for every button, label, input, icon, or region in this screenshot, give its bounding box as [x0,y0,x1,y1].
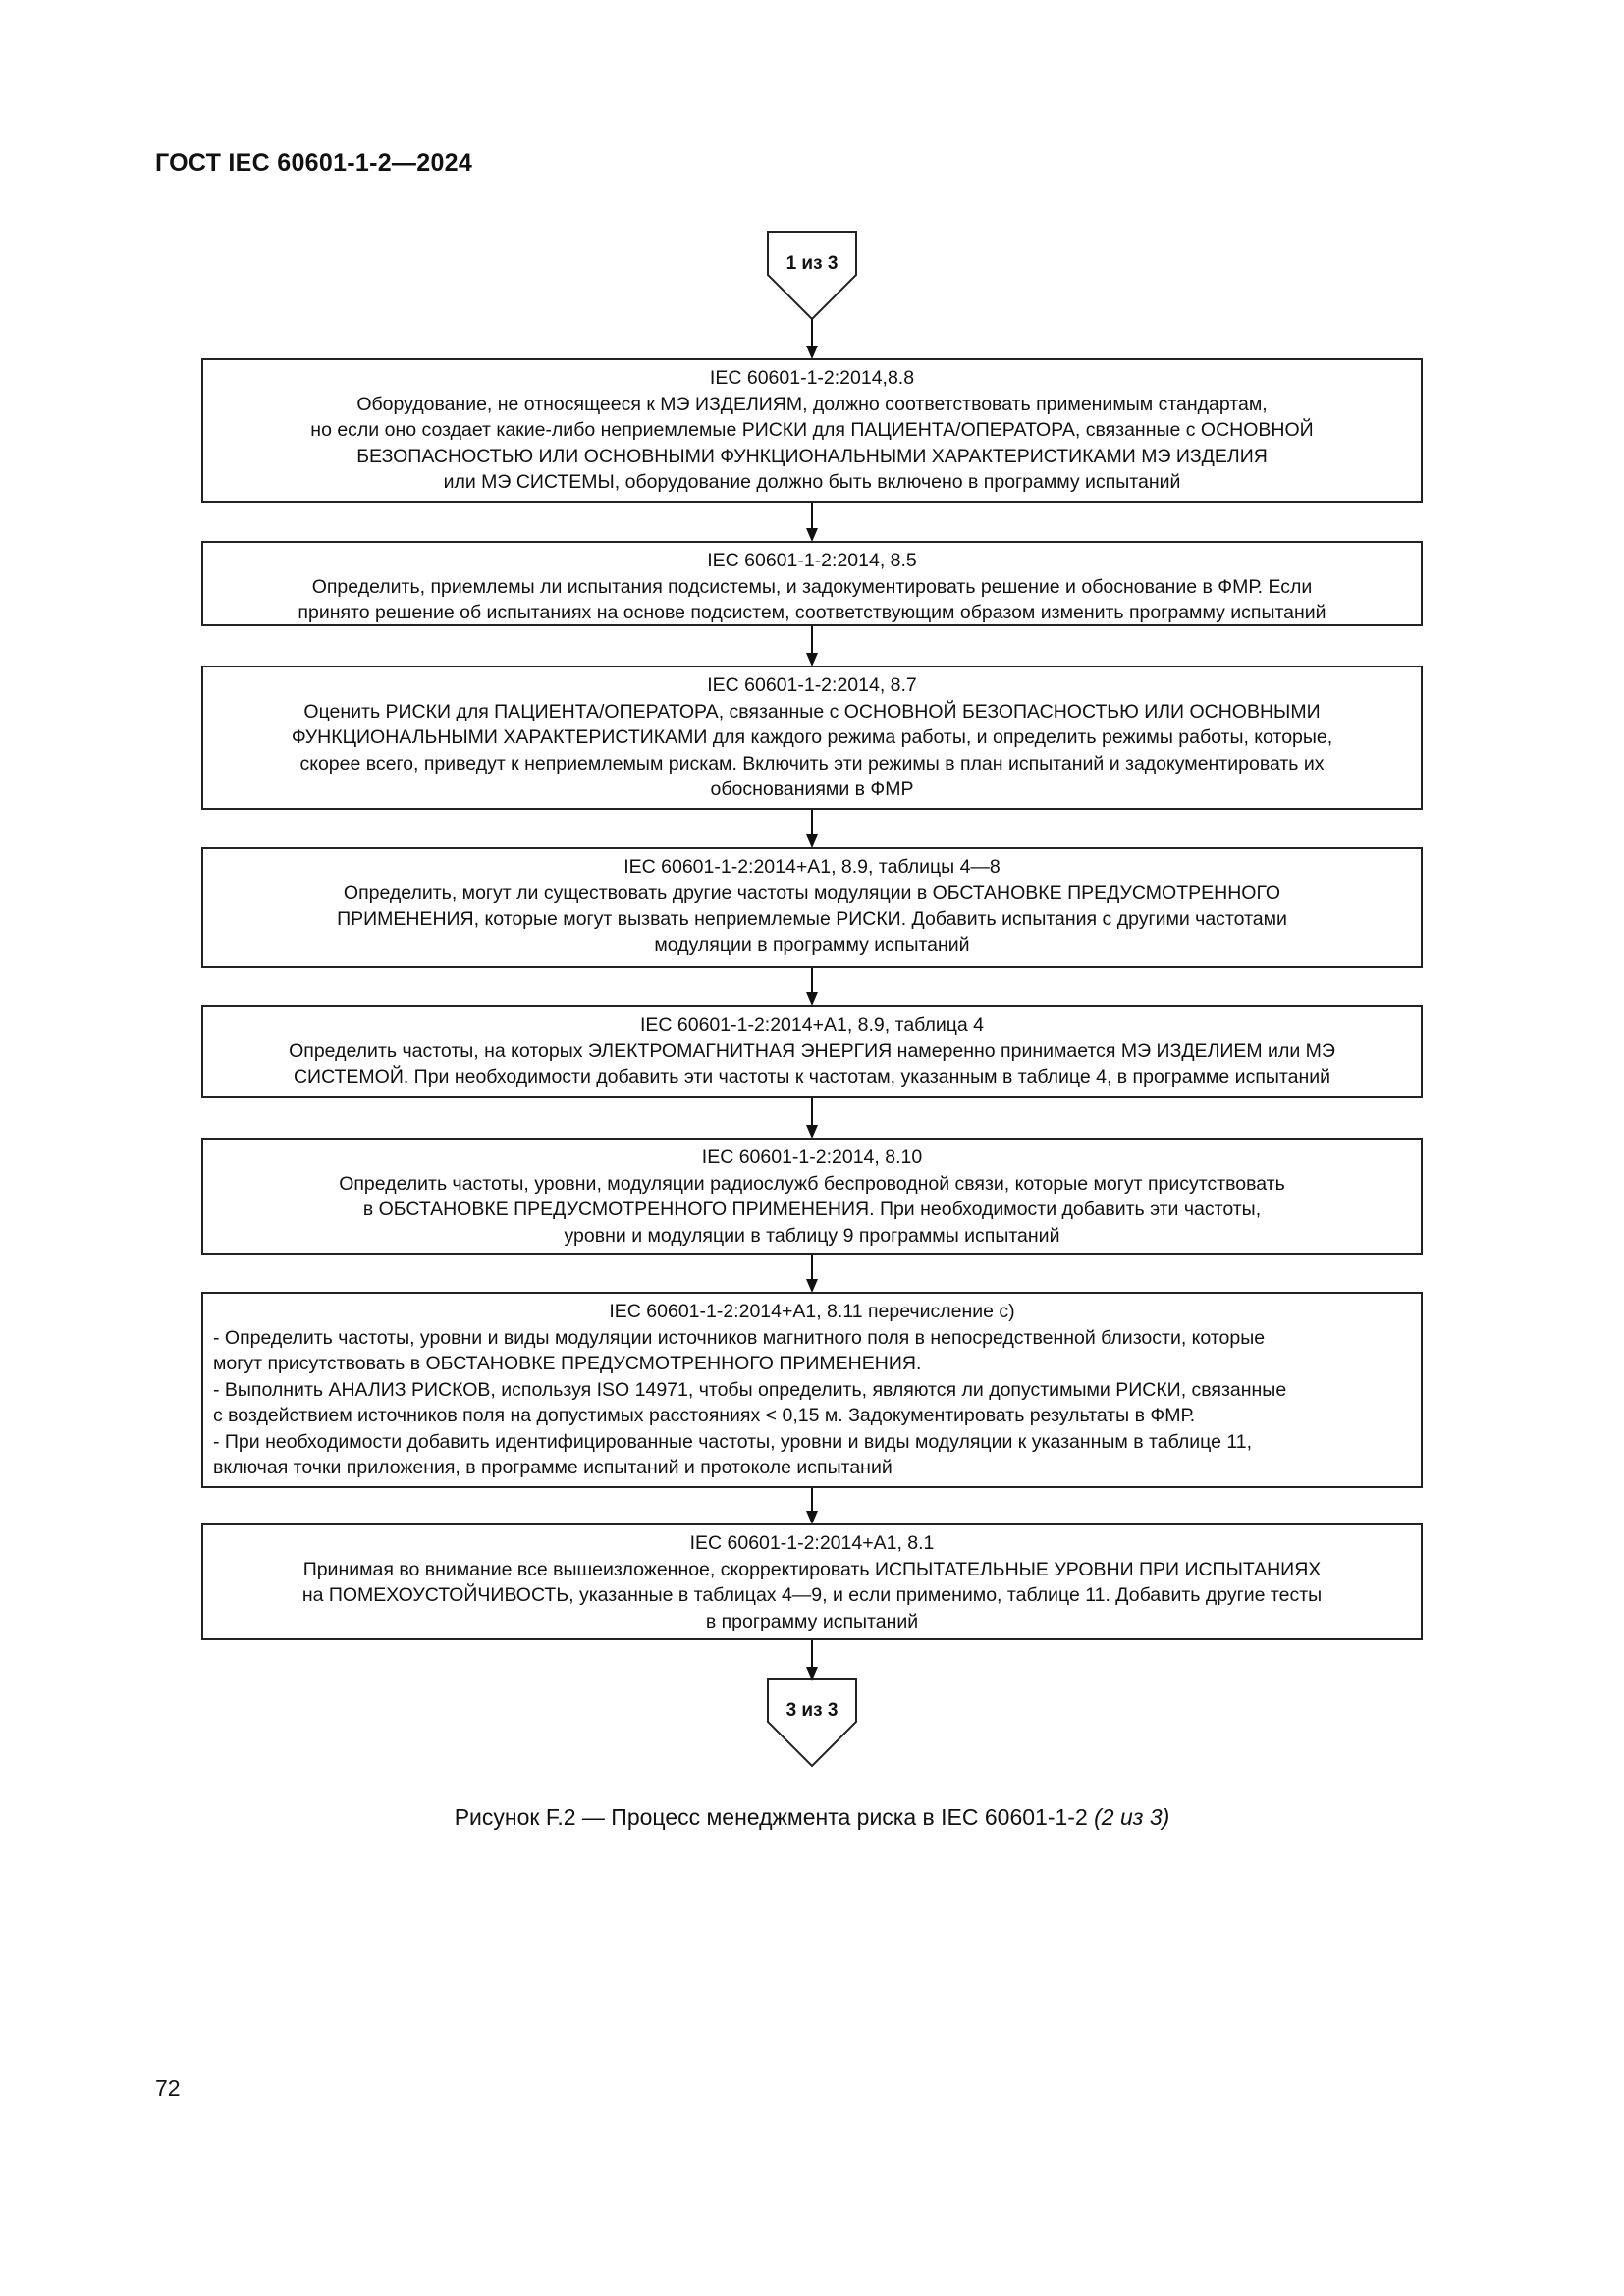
box-line: могут присутствовать в ОБСТАНОВКЕ ПРЕДУСМОТРЕННОГО ПРИМЕНЕНИЯ. [213,1353,922,1374]
box-line: СИСТЕМОЙ. При необходимости добавить эти частоты к частотам, указанным в таблице 4, в программе испытаний [293,1066,1331,1088]
process-box-8-10 [201,1138,1423,1255]
box-line: в программу испытаний [705,1610,919,1632]
process-box-8-7 [201,666,1423,810]
box-reference: IEC 60601-1-2:2014, 8.10 [701,1147,923,1168]
box-reference: IEC 60601-1-2:2014, 8.5 [707,550,917,571]
process-box-8-1 [201,1523,1423,1640]
box-text [213,1557,1411,1635]
box-line: ФУНКЦИОНАЛЬНЫМИ ХАРАКТЕРИСТИКАМИ для каждого режима работы, и определить режимы работы, которые, [291,726,1333,748]
box-text [213,1325,1411,1481]
box-reference: IEC 60601-1-2:2014+A1, 8.11 перечисление c) [609,1301,1015,1322]
document-header: ГОСТ IEC 60601-1-2—2024 [155,149,473,177]
box-text [213,574,1411,626]
box-line: но если оно создает какие-либо неприемлемые РИСКИ для ПАЦИЕНТА/ОПЕРАТОРА, связанные с ОСНОВНОЙ [310,419,1314,441]
box-line: - Определить частоты, уровни и виды модуляции источников магнитного поля в непосредственной близости, которые [213,1326,1266,1349]
box-line: Определить частоты, уровни, модуляции радиослужб беспроводной связи, которые могут присутствовать [339,1172,1285,1195]
arrowhead-6 [806,1125,818,1139]
box-text [213,1171,1411,1250]
offpage-connector-bottom-label: 3 из 3 [785,1700,839,1721]
arrowhead-1 [806,346,818,359]
figure-caption-main: Рисунок F.2 — Процесс менеджмента риска в IEC 60601-1-2 [454,1804,1095,1830]
box-reference: IEC 60601-1-2:2014,8.8 [709,367,915,389]
offpage-connector-top-label: 1 из 3 [785,253,839,274]
box-reference: IEC 60601-1-2:2014+A1, 8.9, таблица 4 [639,1014,985,1036]
figure-caption-part: (2 из 3) [1094,1804,1170,1830]
box-line: - При необходимости добавить идентифицированные частоты, уровни и виды модуляции к указанным в таблице 11, [213,1430,1253,1453]
box-line: в ОБСТАНОВКЕ ПРЕДУСМОТРЕННОГО ПРИМЕНЕНИЯ. При необходимости добавить эти частоты, [362,1199,1262,1220]
box-line: Оценить РИСКИ для ПАЦИЕНТА/ОПЕРАТОРА, связанные с ОСНОВНОЙ БЕЗОПАСНОСТЬЮ ИЛИ ОСНОВНЫМИ [303,700,1321,722]
box-text [213,392,1411,496]
box-text [213,1039,1411,1091]
arrowhead-5 [806,992,818,1006]
box-line: принято решение об испытаниях на основе подсистем, соответствующим образом изменить программу испытаний [298,602,1326,623]
box-line: Оборудование, не относящееся к МЭ ИЗДЕЛИЯМ, должно соответствовать применимым стандартам, [356,393,1268,415]
arrowhead-3 [806,653,818,667]
arrowhead-2 [806,528,818,542]
box-line: скорее всего, приведут к неприемлемым рискам. Включить эти режимы в план испытаний и задокументировать их [299,752,1325,774]
process-box-8-9-table4 [201,1005,1423,1098]
box-line: БЕЗОПАСНОСТЬЮ ИЛИ ОСНОВНЫМИ ФУНКЦИОНАЛЬНЫМИ ХАРАКТЕРИСТИКАМИ МЭ ИЗДЕЛИЯ [356,445,1268,467]
box-line: с воздействием источников поля на допустимых расстояниях < 0,15 м. Задокументировать результаты в ФМР. [213,1405,1196,1426]
box-line: Определить, могут ли существовать другие частоты модуляции в ОБСТАНОВКЕ ПРЕДУСМОТРЕННОГО [343,881,1281,904]
box-reference: IEC 60601-1-2:2014+A1, 8.1 [689,1532,935,1554]
offpage-connector-top-shape [768,232,856,319]
offpage-connector-bottom-shape [768,1679,856,1766]
box-line: Определить, приемлемы ли испытания подсистемы, и задокументировать решение и обоснование в ФМР. Если [311,575,1313,598]
box-text [213,881,1411,959]
arrowhead-8 [806,1511,818,1524]
box-line: на ПОМЕХОУСТОЙЧИВОСТЬ, указанные в таблицах 4—9, и если применимо, таблице 11. Добавить другие тесты [301,1584,1323,1606]
process-box-8-9-tables [201,847,1423,968]
figure-caption [0,1804,1624,1831]
box-line: - Выполнить АНАЛИЗ РИСКОВ, используя ISO 14971, чтобы определить, являются ли допустимыми РИСКИ, связанные [213,1378,1287,1401]
box-text [213,699,1411,803]
box-line: модуляции в программу испытаний [654,934,970,956]
process-box-8-5 [201,541,1423,626]
process-box-8-11 [201,1292,1423,1488]
box-line: или МЭ СИСТЕМЫ, оборудование должно быть включено в программу испытаний [443,471,1181,493]
process-box-8-8 [201,358,1423,503]
box-line: Определить частоты, на которых ЭЛЕКТРОМАГНИТНАЯ ЭНЕРГИЯ намеренно принимается МЭ ИЗДЕЛИЕМ или МЭ [289,1040,1335,1062]
box-reference: IEC 60601-1-2:2014, 8.7 [707,674,917,696]
arrowhead-7 [806,1279,818,1293]
box-line: обоснованиями в ФМР [710,778,914,800]
box-line: уровни и модуляции в таблицу 9 программы испытаний [564,1224,1060,1247]
box-line: ПРИМЕНЕНИЯ, которые могут вызвать неприемлемые РИСКИ. Добавить испытания с другими частотами [337,908,1287,930]
page-number: 72 [155,2075,181,2101]
box-line: Принимая во внимание все вышеизложенное, скорректировать ИСПЫТАТЕЛЬНЫЕ УРОВНИ ПРИ ИСПЫТАНИЯХ [302,1558,1322,1580]
arrowhead-4 [806,834,818,848]
box-reference: IEC 60601-1-2:2014+A1, 8.9, таблицы 4—8 [623,856,1001,878]
box-line: включая точки приложения, в программе испытаний и протоколе испытаний [213,1457,893,1478]
